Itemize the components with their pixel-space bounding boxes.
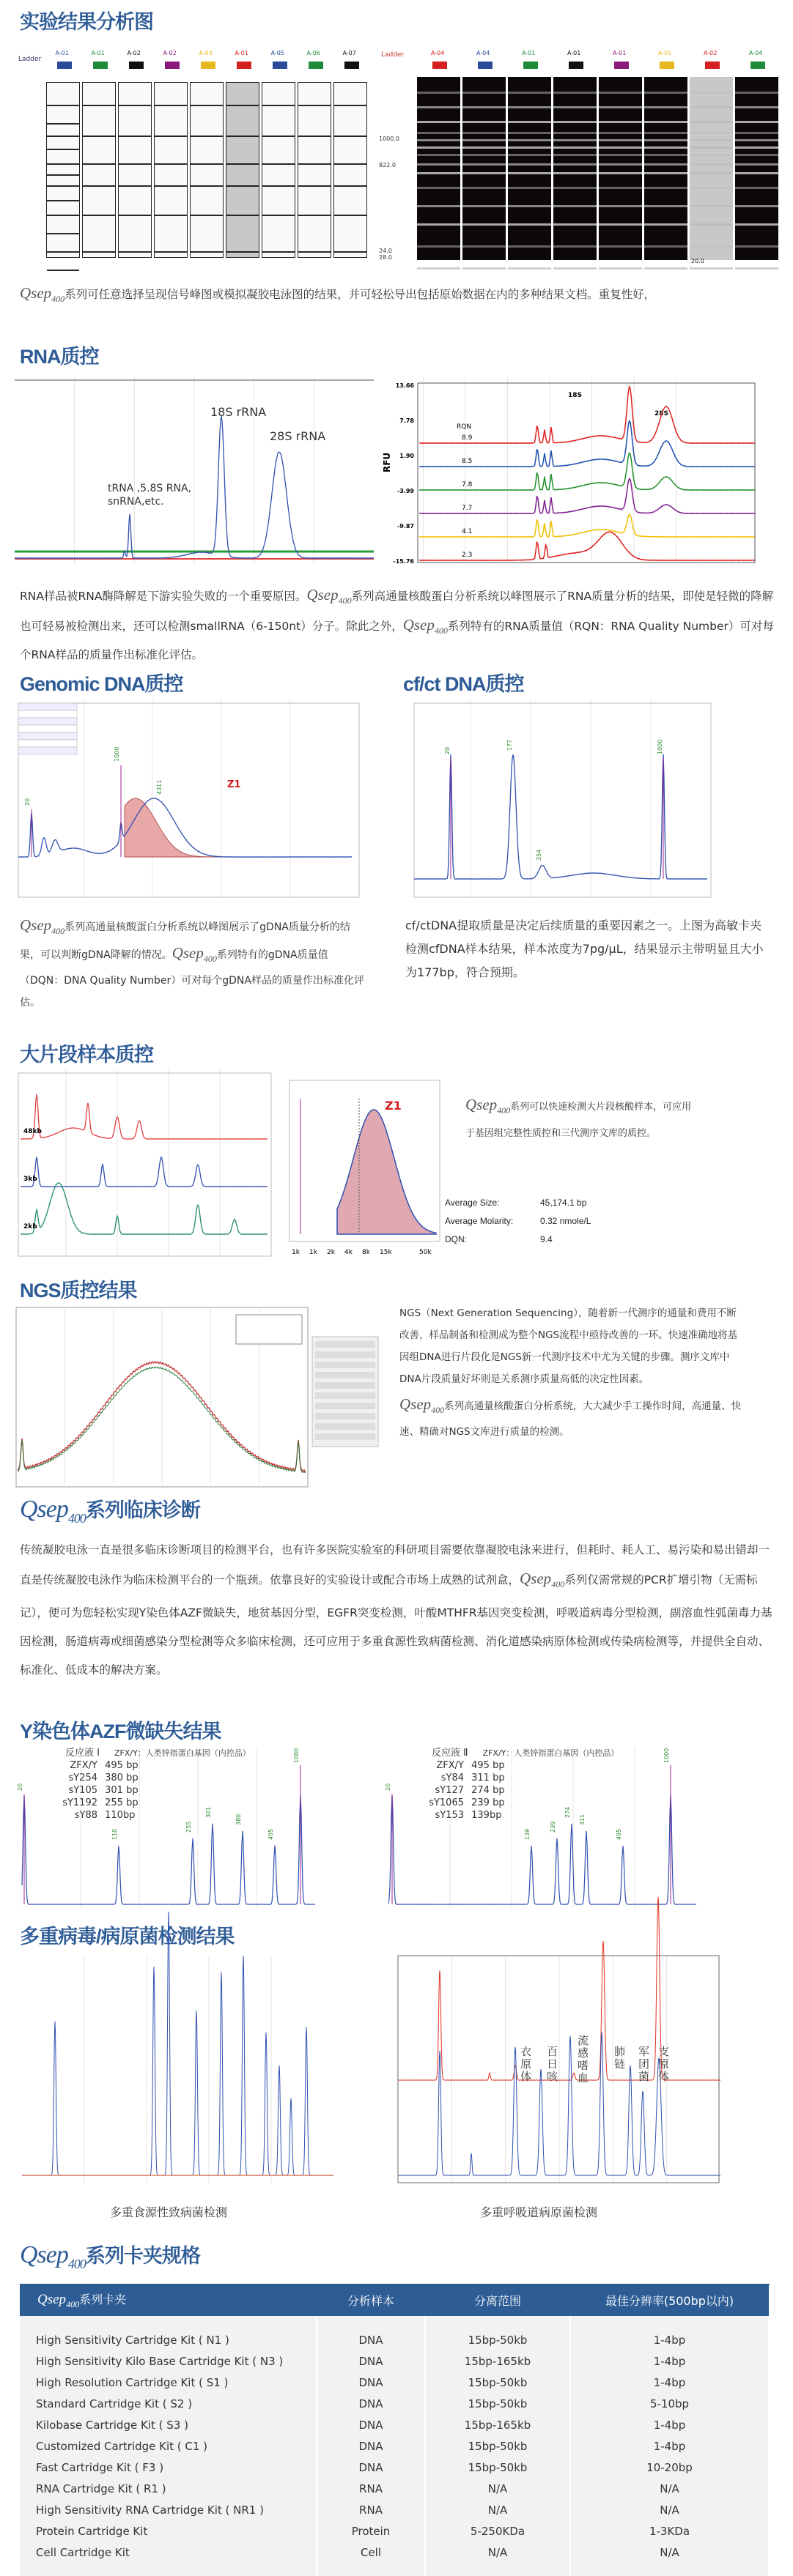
peak-label: 20: [17, 1783, 23, 1791]
lane-color-swatch: [569, 62, 583, 69]
peak-label: 274: [564, 1806, 571, 1818]
lane-color-swatch: [432, 62, 447, 69]
info-table-cell: [18, 725, 77, 732]
gel-lane: [417, 77, 460, 260]
table-row: [20, 2499, 769, 2520]
reaction-legend: 反应液 Ⅱ ZFX/Y：人类锌指蛋白基因（内控品） ZFX/Y 495 bp sY84 311 bp sY127 274 bp sY1065 239 bp sY153 139bp: [421, 1747, 619, 1822]
azf-reaction-1-chart: [17, 1747, 315, 1908]
table-cell: 15bp-50kb: [425, 2372, 570, 2393]
rna-text: RNA样品被RNA酶降解是下游实验失败的一个重要原因。Qsep$_{400}$系列高通量核酸蛋白分析系统以峰图展示了RNA质量分析的结果，即使是轻微的降解也可轻易被检测出来，还可以检测smallRNA（6-150nt）分子。除此之外，Qsep$_{400}$系列特有的RNA质量值（RQN：RNA Quality Number）可对每个RNA样品的质量作出标准化评估。: [20, 586, 774, 662]
table-cell: Protein: [317, 2520, 425, 2542]
pathogen-label: 衣原体: [520, 2045, 532, 2083]
table-cell: 15bp-50kb: [425, 2316, 570, 2350]
table-row: [20, 2393, 769, 2414]
lane-color-swatch: [93, 62, 108, 69]
peak-label: 255: [185, 1821, 192, 1833]
table-cell: High Resolution Cartridge Kit ( S1 ): [20, 2372, 317, 2393]
marker-row: sY254 380 bp: [68, 1773, 139, 1783]
table-cell: Customized Cartridge Kit ( C1 ): [20, 2435, 317, 2457]
lane-label: A-07: [342, 50, 356, 56]
section-title-large-fragment: 大片段样本质控: [20, 1044, 153, 1066]
side-panel-row: [315, 1341, 375, 1348]
gel-lane: [154, 82, 188, 258]
info-table-cell: [18, 740, 77, 747]
ladder-mark: 1000.0: [379, 136, 399, 142]
plot-frame: [398, 1956, 719, 2183]
side-panel-row: [315, 1362, 375, 1368]
table-row: [20, 2457, 769, 2478]
pathogen-label: 百日咳: [547, 2045, 558, 2083]
table-row: [20, 2520, 769, 2542]
azf-reaction-2-chart: [385, 1747, 718, 1908]
peak-label: 20: [385, 1783, 391, 1791]
table-cell: 1-4bp: [570, 2350, 769, 2372]
marker-row: sY1065 239 bp: [429, 1797, 505, 1808]
reaction-legend: 反应液 Ⅰ ZFX/Y：人类锌指蛋白基因（内控品） ZFX/Y 495 bp sY254 380 bp sY105 301 bp sY1192 255 bp sY88 110bp: [55, 1747, 251, 1822]
large-fragment-text: Qsep$_{400}$系列可以快速检测大片段核酸样本，可应用于基因组完整性质控和三代测序文库的质控。: [465, 1096, 692, 1140]
ladder-label: 2kb: [23, 1223, 37, 1231]
peak-label-28s: 28S: [654, 410, 669, 417]
table-cell: RNA: [317, 2499, 425, 2520]
marker-row: ZFX/Y 495 bp: [70, 1760, 139, 1771]
gel-lane: [298, 82, 331, 258]
plot-frame: [414, 703, 711, 897]
section-title-ngs: NGS质控结果: [20, 1280, 137, 1302]
peak-label: 354: [536, 849, 542, 861]
lane-color-swatch: [614, 62, 629, 69]
table-cell: High Sensitivity Cartridge Kit ( N1 ): [20, 2316, 317, 2350]
lane-color-swatch: [750, 62, 765, 69]
large-fragment-peak-chart: [286, 1077, 443, 1260]
peak-label: 1000: [114, 746, 120, 762]
table-row: [20, 2350, 769, 2372]
x-tick: 8k: [362, 1249, 370, 1256]
gel-lane: [82, 82, 116, 258]
lane-color-swatch: [523, 62, 538, 69]
brand-logo-text: Qsep$_{400}$: [20, 284, 65, 305]
label-small-rna: tRNA ,5.8S RNA, snRNA,etc.: [108, 483, 191, 508]
y-axis-label: RFU: [382, 452, 392, 472]
section-title-multiplex: 多重病毒/病原菌检测结果: [20, 1926, 235, 1948]
table-cell: 1-4bp: [570, 2316, 769, 2350]
table-cell: N/A: [425, 2478, 570, 2499]
table-cell: Protein Cartridge Kit: [20, 2520, 317, 2542]
y-tick: -9.87: [396, 523, 414, 530]
foodborne-pathogen-chart: [22, 1956, 337, 2190]
gel-lane: [462, 77, 506, 260]
info-table-cell: [18, 718, 77, 725]
header-resolution: 最佳分辨率(500bp以内): [570, 2284, 769, 2316]
gel-lane: [735, 77, 778, 260]
gel-lane: [46, 82, 80, 258]
lane-color-swatch: [478, 62, 493, 69]
pathogen-label: 支原体: [658, 2045, 670, 2083]
peak-label: 1000: [663, 1748, 670, 1763]
gel-lane: [333, 82, 367, 258]
table-row: [20, 2372, 769, 2393]
lane-label: A-01: [55, 50, 69, 56]
table-cell: N/A: [425, 2499, 570, 2520]
y-tick: -3.99: [396, 488, 414, 494]
rqn-label: RQN: [457, 423, 472, 431]
lane-color-swatch: [309, 62, 323, 69]
lane-color-swatch: [57, 62, 72, 69]
respiratory-pathogen-chart: [398, 1956, 720, 2190]
x-tick: 4k: [344, 1249, 353, 1256]
marker-row: sY105 301 bp: [68, 1785, 139, 1796]
peak-label: 1000: [293, 1748, 300, 1763]
marker-row: sY153 139bp: [435, 1810, 502, 1821]
lane-label: A-04: [431, 50, 445, 56]
table-row: [20, 2435, 769, 2457]
label-18s: 18S rRNA: [210, 405, 267, 419]
table-cell: 15bp-165kb: [425, 2350, 570, 2372]
lane-label: A-01: [567, 50, 581, 56]
caption-foodborne: 多重食源性致病菌检测: [110, 2205, 228, 2219]
ngs-text: NGS（Next Generation Sequencing），随着新一代测序的通量和费用不断改善，样品制备和检测成为整个NGS流程中亟待改善的一环。快速准确地将基因组DNA进行片段化是NGS新一代测序技术中尤为关键的步骤。测序文库中DNA片段质量好坏则是关系测序质量高低的决定性因素。 Qsep$_{400}$系列高通量核酸蛋白分析系统，大大减少手工操作时间，高通量、快速、精确对NGS文库进行质量的检测。: [399, 1307, 742, 1439]
table-cell: DNA: [317, 2435, 425, 2457]
x-tick: 2k: [327, 1249, 335, 1256]
clinical-text: 传统凝胶电泳一直是很多临床诊断项目的检测平台，也有许多医院实验室的科研项目需要依靠凝胶电泳来进行，但耗时、耗人工、易污染和易出错却一直是传统凝胶电泳作为临床检测平台的一个瓶颈。依靠良好的实验设计或配合市场上成熟的试剂盒，Qsep$_{400}$系列仅需常规的PCR扩增引物（无需标记），便可为您轻松实现Y染色体AZF微缺失，地贫基因分型，EGFR突变检测，叶酸MTHFR基因突变检测，呼吸道病毒分型检测，副溶血性弧菌毒力基因检测，肠道病毒或细菌感染分型检测等众多临床检测，还可应用于多重食源性致病菌检测、消化道感染病原体检测或传染病检测等，并提供全自动、标准化、低成本的解决方案。: [20, 1543, 772, 1677]
marker-row: sY127 274 bp: [435, 1785, 505, 1796]
ladder-mark: 24.0: [379, 248, 392, 254]
y-tick: 13.66: [395, 382, 414, 389]
peak-label: 311: [579, 1814, 586, 1825]
gel-lane: [118, 82, 152, 258]
peak-label-18s: 18S: [568, 392, 583, 399]
table-cell: High Sensitivity Kilo Base Cartridge Kit ( N3 ): [20, 2350, 317, 2372]
info-table-cell: [18, 732, 77, 740]
lane-label: A-01: [91, 50, 105, 56]
lane-label: A-04: [749, 50, 763, 56]
lane-color-swatch: [165, 62, 180, 69]
side-panel-row: [315, 1413, 375, 1419]
rqn-value: 8.9: [462, 434, 473, 442]
gdna-text: Qsep$_{400}$系列高通量核酸蛋白分析系统以峰图展示了gDNA质量分析的结果，可以判断gDNA降解的情况。Qsep$_{400}$系列特有的gDNA质量值（DQN：DNA Quality Number）可对每个gDNA样品的质量作出标准化评估。: [20, 916, 364, 1009]
ngs-chart: [16, 1307, 383, 1491]
gel-image-right: [377, 44, 773, 271]
gel-lane: [262, 82, 295, 258]
lane-label: A-06: [306, 50, 320, 56]
rna-electropherogram-left: [15, 377, 377, 568]
table-cell: 1-4bp: [570, 2414, 769, 2435]
peak-label: 495: [616, 1828, 622, 1840]
section-title-results: 实验结果分析图: [20, 11, 153, 33]
caption-respiratory: 多重呼吸道病原菌检测: [480, 2205, 598, 2219]
pathogen-label: 军团菌: [638, 2045, 650, 2083]
lane-label: A-01: [522, 50, 536, 56]
pathogen-label: 肺链: [614, 2045, 626, 2071]
rqn-value: 8.5: [462, 458, 473, 465]
table-cell: N/A: [570, 2478, 769, 2499]
peak-label: 139: [524, 1828, 531, 1840]
ladder-mark: 20.0: [691, 258, 704, 264]
rqn-value: 2.3: [462, 552, 473, 559]
table-cell: 5-250KDa: [425, 2520, 570, 2542]
peak-label: 1000: [657, 739, 663, 754]
label-28s: 28S rRNA: [270, 429, 326, 443]
gdna-trace: [18, 798, 352, 858]
lane-label: A-01: [235, 50, 248, 56]
multiplex-trace: [22, 1912, 333, 2175]
table-cell: Kilobase Cartridge Kit ( S3 ): [20, 2414, 317, 2435]
section-title-spec: Qsep$_{400}$系列卡夹规格: [20, 2241, 200, 2271]
table-cell: DNA: [317, 2372, 425, 2393]
info-table-cell: [18, 710, 77, 718]
side-panel-row: [315, 1392, 375, 1399]
plot-frame: [418, 383, 755, 563]
table-cell: Standard Cartridge Kit ( S2 ): [20, 2393, 317, 2414]
ladder-label: 48kb: [23, 1128, 42, 1135]
y-tick: 1.90: [399, 453, 414, 459]
cfdna-text: cf/ctDNA提取质量是决定后续质量的重要因素之一。上图为高敏卡夹检测cfDNA样本结果，样本浓度为7pg/μL，结果显示主带明显且大小为177bp，符合预期。: [405, 918, 764, 979]
peak-label: 380: [235, 1814, 242, 1825]
section-title-gdna: Genomic DNA质控: [20, 673, 183, 695]
y-tick: -15.76: [393, 558, 414, 565]
cfdna-chart: [410, 699, 718, 901]
marker-row: sY1192 255 bp: [62, 1797, 139, 1808]
rqn-value: 4.1: [462, 528, 473, 535]
lane-label: A-05: [270, 50, 284, 56]
ladder-label: 3kb: [23, 1176, 37, 1183]
pathogen-label: 流感嗜血: [578, 2034, 589, 2085]
table-cell: 15bp-50kb: [425, 2457, 570, 2478]
rqn-value: 7.8: [462, 481, 473, 489]
table-cell: DNA: [317, 2350, 425, 2372]
results-caption: Qsep$_{400}$系列可任意选择呈现信号峰图或模拟凝胶电泳图的结果，并可轻松导出包括原始数据在内的多种结果文档。重复性好，: [20, 284, 656, 305]
table-cell: DNA: [317, 2414, 425, 2435]
lane-label: A-02: [704, 50, 718, 56]
ladder-mark: 822.0: [379, 162, 396, 168]
peak-label: 20: [24, 798, 31, 806]
lane-color-swatch: [201, 62, 215, 69]
table-row: [20, 2542, 769, 2576]
ladder-label: Ladder: [381, 51, 405, 59]
gel-lane: [508, 77, 551, 260]
side-panel-row: [315, 1351, 375, 1358]
lane-color-swatch: [705, 62, 720, 69]
zone-label: Z1: [385, 1099, 402, 1113]
table-cell: 1-3KDa: [570, 2520, 769, 2542]
table-row: [20, 2478, 769, 2499]
peak-area: [337, 1110, 436, 1234]
marker-row: sY84 311 bp: [440, 1773, 505, 1783]
info-table-cell: [18, 747, 77, 754]
table-cell: 15bp-165kb: [425, 2414, 570, 2435]
header-range: 分离范围: [425, 2284, 570, 2316]
zone-label: Z1: [227, 779, 241, 790]
peak-label: 110: [111, 1828, 118, 1840]
peak-label: 4311: [156, 779, 163, 795]
marker-row: ZFX/Y 495 bp: [436, 1760, 505, 1771]
table-cell: N/A: [570, 2499, 769, 2520]
table-cell: Cell Cartridge Kit: [20, 2542, 317, 2576]
cartridge-spec-table: [20, 2284, 770, 2576]
gel-image-left: [15, 44, 366, 271]
table-cell: 15bp-50kb: [425, 2393, 570, 2414]
section-title-clinical: Qsep$_{400}$系列临床诊断: [20, 1496, 200, 1526]
plot-frame: [18, 1073, 271, 1256]
peak-label: 495: [268, 1828, 274, 1840]
table-cell: RNA Cartridge Kit ( R1 ): [20, 2478, 317, 2499]
rna-rqn-chart: [381, 377, 762, 568]
gel-lane: [644, 77, 687, 260]
ladder-mark: 28.0: [379, 254, 392, 261]
table-cell: High Sensitivity RNA Cartridge Kit ( NR1 ): [20, 2499, 317, 2520]
gel-lane: [226, 82, 259, 258]
lane-label: A-04: [476, 50, 490, 56]
lane-color-swatch: [129, 62, 144, 69]
gel-lane: [690, 77, 733, 260]
peak-label: 301: [205, 1806, 212, 1818]
gel-lane: [190, 82, 224, 258]
lane-color-swatch: [273, 62, 287, 69]
table-cell: 1-4bp: [570, 2372, 769, 2393]
x-tick: 50k: [419, 1249, 432, 1256]
table-row: [20, 2316, 769, 2350]
side-panel-row: [315, 1382, 375, 1389]
table-cell: Cell: [317, 2542, 425, 2576]
table-cell: N/A: [570, 2542, 769, 2576]
x-tick: 1k: [292, 1249, 300, 1256]
y-tick: 7.78: [399, 417, 414, 424]
side-panel-row: [315, 1372, 375, 1378]
gel-lane: [599, 77, 642, 260]
gel-lane: [553, 77, 597, 260]
side-panel-row: [315, 1423, 375, 1430]
peak-label: 20: [444, 746, 451, 754]
ladder-trace: [21, 1094, 268, 1139]
table-cell: Fast Cartridge Kit ( F3 ): [20, 2457, 317, 2478]
side-panel-row: [315, 1403, 375, 1409]
table-cell: 10-20bp: [570, 2457, 769, 2478]
lane-label: A-02: [163, 50, 177, 56]
ladder-trace: [21, 1183, 268, 1235]
gdna-chart: [15, 699, 366, 901]
legend-box: [236, 1315, 302, 1344]
lane-label: A-01: [658, 50, 672, 56]
table-row: [20, 2414, 769, 2435]
large-fragment-ladder-chart: [15, 1069, 279, 1260]
x-tick: 15k: [380, 1249, 392, 1256]
lane-color-swatch: [237, 62, 251, 69]
lane-label: A-03: [199, 50, 213, 56]
marker-row: sY88 110bp: [74, 1810, 136, 1821]
section-title-cfdna: cf/ct DNA质控: [403, 673, 524, 695]
table-cell: RNA: [317, 2478, 425, 2499]
table-cell: DNA: [317, 2393, 425, 2414]
peak-label: 239: [550, 1821, 556, 1833]
peak-label: 177: [506, 739, 513, 751]
lane-color-swatch: [344, 62, 359, 69]
table-cell: 5-10bp: [570, 2393, 769, 2414]
section-title-azf: Y染色体AZF微缺失结果: [20, 1721, 221, 1742]
lane-color-swatch: [660, 62, 674, 69]
info-table-cell: [18, 703, 77, 710]
table-cell: DNA: [317, 2457, 425, 2478]
header-sample: 分析样本: [317, 2284, 425, 2316]
x-tick: 1k: [309, 1249, 317, 1256]
rqn-value: 7.7: [462, 505, 473, 512]
lane-label: A-01: [613, 50, 627, 56]
header-cartridge: Qsep$_{400}$系列卡夹: [20, 2284, 317, 2316]
ladder-trace: [21, 1157, 268, 1187]
table-cell: 15bp-50kb: [425, 2435, 570, 2457]
lane-label: A-02: [127, 50, 141, 56]
table-cell: N/A: [425, 2542, 570, 2576]
table-cell: 1-4bp: [570, 2435, 769, 2457]
side-panel-row: [315, 1433, 375, 1440]
table-cell: DNA: [317, 2316, 425, 2350]
section-title-rna: RNA质控: [20, 346, 99, 368]
ladder-label: Ladder: [18, 56, 42, 63]
